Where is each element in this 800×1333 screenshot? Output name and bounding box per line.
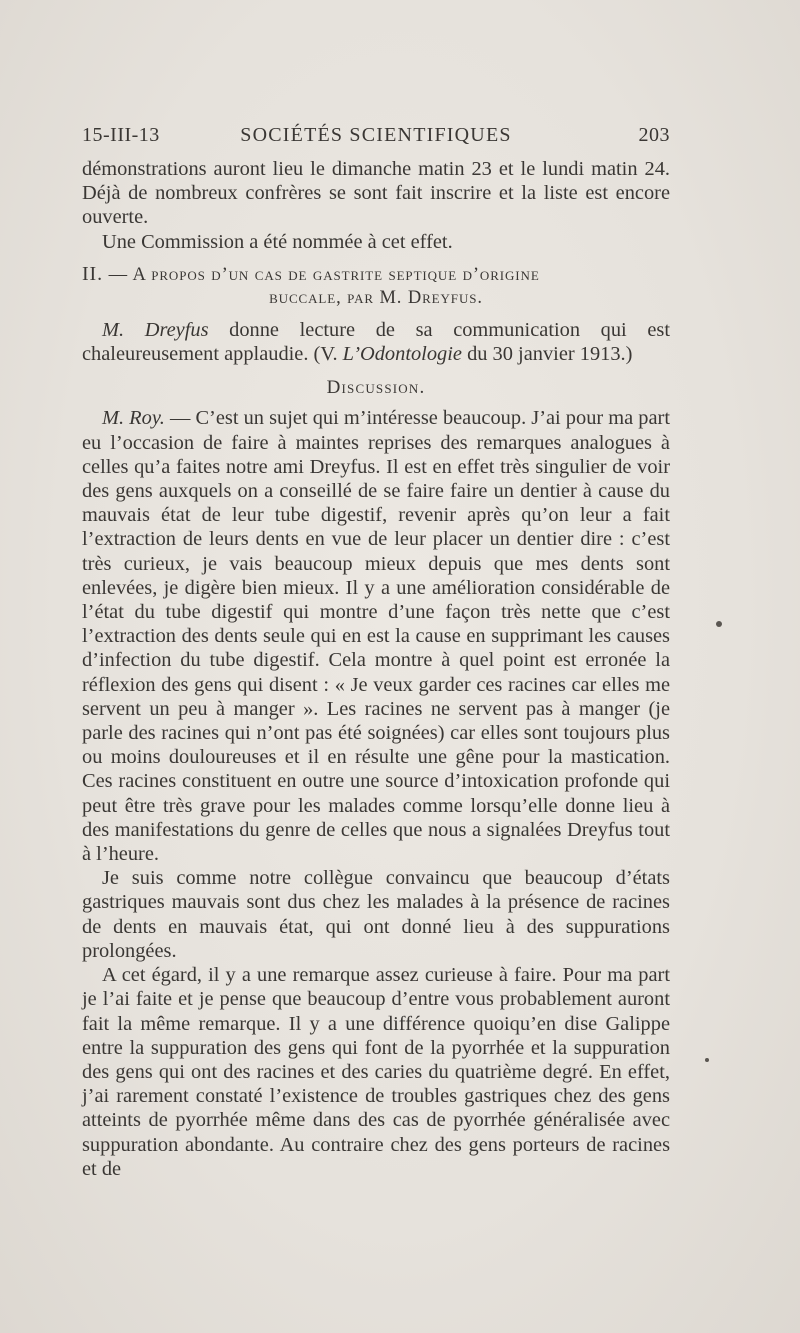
paragraph-5: Je suis comme notre collègue convaincu que beaucoup d’états gastriques mauvais sont dus chez les malades à la présence de racines de dents en mauvais état, qui ont donné lieu à des suppurations prolongées. bbox=[82, 867, 670, 962]
paragraph-3-end: du 30 janvier 1913.) bbox=[461, 343, 633, 366]
paragraph-2: Une Commission a été nommée à cet effet. bbox=[102, 230, 453, 253]
paragraph-4 bbox=[82, 406, 670, 866]
journal-title: L’Odontologie bbox=[342, 343, 462, 366]
paragraph-3-text: donne lecture de sa communication qui est chaleureusement applaudie. (V. bbox=[82, 318, 670, 366]
paragraph-1: démonstrations auront lieu le dimanche matin 23 et le lundi matin 24. Déjà de nombreux confrères se sont fait inscrire et la liste est encore ouverte. bbox=[82, 158, 670, 229]
speaker-name: M. Dreyfus bbox=[102, 318, 209, 341]
page-number: 203 bbox=[638, 124, 670, 146]
page-body bbox=[82, 157, 670, 1181]
paragraph-6: A cet égard, il y a une remarque assez curieuse à faire. Pour ma part je l’ai faite et je pense que beaucoup d’entre vous probablement auront fait la même remarque. Il y a une différence quoiqu’en dise Galippe entre la suppuration des gens qui font de la pyorrhée et la suppuration des gens qui ont des racines et des caries du quatrième degré. En effet, j’ai rarement constaté l’existence de troubles gastriques chez des gens atteints de pyorrhée même dans des cas de pyorrhée généralisée avec suppuration abondante. Au contraire chez des gens porteurs de racines et de bbox=[82, 964, 670, 1180]
speaker-roy: M. Roy. bbox=[102, 407, 165, 430]
header-title: SOCIÉTÉS SCIENTIFIQUES bbox=[240, 124, 512, 146]
discussion-heading: Discussion. bbox=[326, 377, 426, 399]
section-heading bbox=[82, 263, 670, 310]
running-header bbox=[82, 124, 670, 150]
paragraph-4-text: — C’est un sujet qui m’intéresse beaucoup. J’ai pour ma part eu l’occasion de faire à maintes reprises des remarques analogues à celles qu’a faites notre ami Dreyfus. Il est en effet très singulier de voir des gens auxquels on a conseillé de se faire faire un dentier à cause du mauvais état de leur tube digestif, revenir après qu’on leur a fait l’extraction de leurs dents en vue de leur placer un dentier dire : c’est très curieux, je vais beaucoup mieux depuis que mes dents sont enlevées, je digère bien mieux. Il y a une amélioration considérable de l’état du tube digestif qui montre d’une façon très nette que c’est l’extraction des dents seule qui en est la cause en supprimant les causes d’infection du tube digestif. Cela montre à quel point est erronée la réflexion des gens qui disent : « Je veux garder ces racines car elles me servent un peu à manger ». Les racines ne servent pas à manger (je parle des racines qui n’ont pas été soignées) car elles sont toujours plus ou moins douloureuses et il en résulte une gêne pour la mastication. Ces racines constituent en outre une source d’intoxication profonde qui peut être très grave pour les malades comme lorsqu’elle donne lieu à des manifestations du genre de celles que nous a signalées Dreyfus tout à l’heure. bbox=[82, 407, 670, 866]
ink-speck bbox=[705, 1058, 709, 1062]
section-number: II. bbox=[82, 262, 104, 285]
section-title-line-1: — A propos d’un cas de gastrite septique d’origine bbox=[108, 264, 540, 285]
header-date: 15-III-13 bbox=[82, 124, 160, 146]
ink-speck bbox=[716, 621, 722, 627]
section-title-line-2: buccale, par M. Dreyfus. bbox=[269, 287, 483, 308]
paragraph-3 bbox=[82, 318, 670, 366]
